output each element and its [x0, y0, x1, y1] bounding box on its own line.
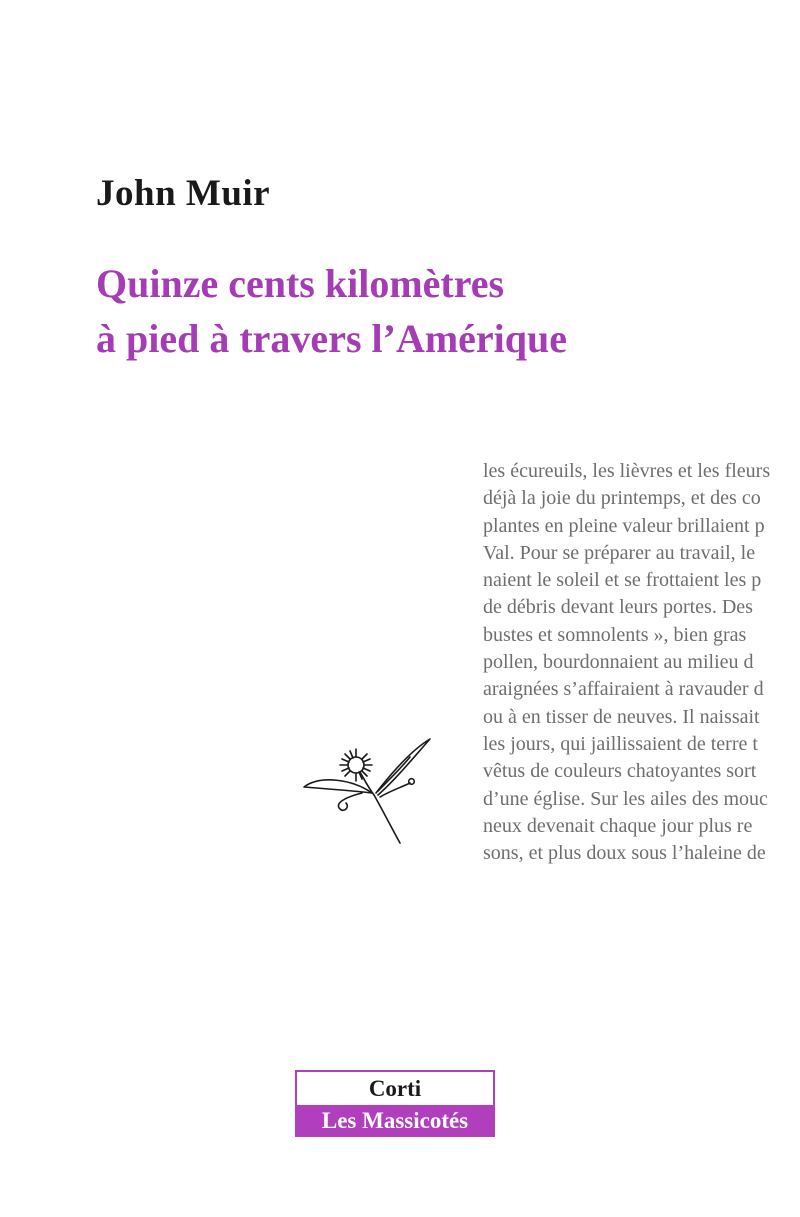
excerpt-line: neux devenait chaque jour plus re [483, 814, 753, 837]
excerpt-line: Val. Pour se préparer au travail, le [483, 541, 756, 564]
excerpt-line: les écureuils, les lièvres et les fleurs [483, 460, 771, 482]
title-line: à pied à travers l’Amérique [96, 316, 568, 361]
excerpt-line: plantes en pleine valeur brillaient p [483, 514, 765, 537]
excerpt-line: déjà la joie du printemps, et des co [483, 487, 761, 510]
excerpt-line: araignées s’affairaient à ravauder d [483, 678, 764, 701]
excerpt-line: d’une église. Sur les ailes des mouc [483, 787, 768, 810]
excerpt-line: de débris devant leurs portes. Des [483, 596, 753, 619]
excerpt-line: ou à en tisser de neuves. Il naissait [483, 705, 760, 728]
excerpt-line: vêtus de couleurs chatoyantes sort [483, 760, 757, 783]
title-line: Quinze cents kilomètres [96, 261, 505, 306]
book-title [96, 256, 567, 366]
excerpt-text-block [483, 458, 800, 867]
excerpt-line: sons, et plus doux sous l’haleine de [483, 842, 766, 865]
publisher-logo [295, 1070, 495, 1137]
author-name: John Muir [96, 173, 271, 214]
publisher-name: Corti [295, 1070, 495, 1105]
excerpt-line: pollen, bourdonnaient au milieu d [483, 651, 754, 674]
flower-sketch-icon [298, 735, 436, 847]
excerpt-line: les jours, qui jaillissaient de terre t [483, 732, 758, 755]
excerpt-line: bustes et somnolents », bien gras [483, 623, 747, 646]
collection-name: Les Massicotés [295, 1105, 495, 1137]
excerpt-line: naient le soleil et se frottaient les p [483, 569, 762, 592]
